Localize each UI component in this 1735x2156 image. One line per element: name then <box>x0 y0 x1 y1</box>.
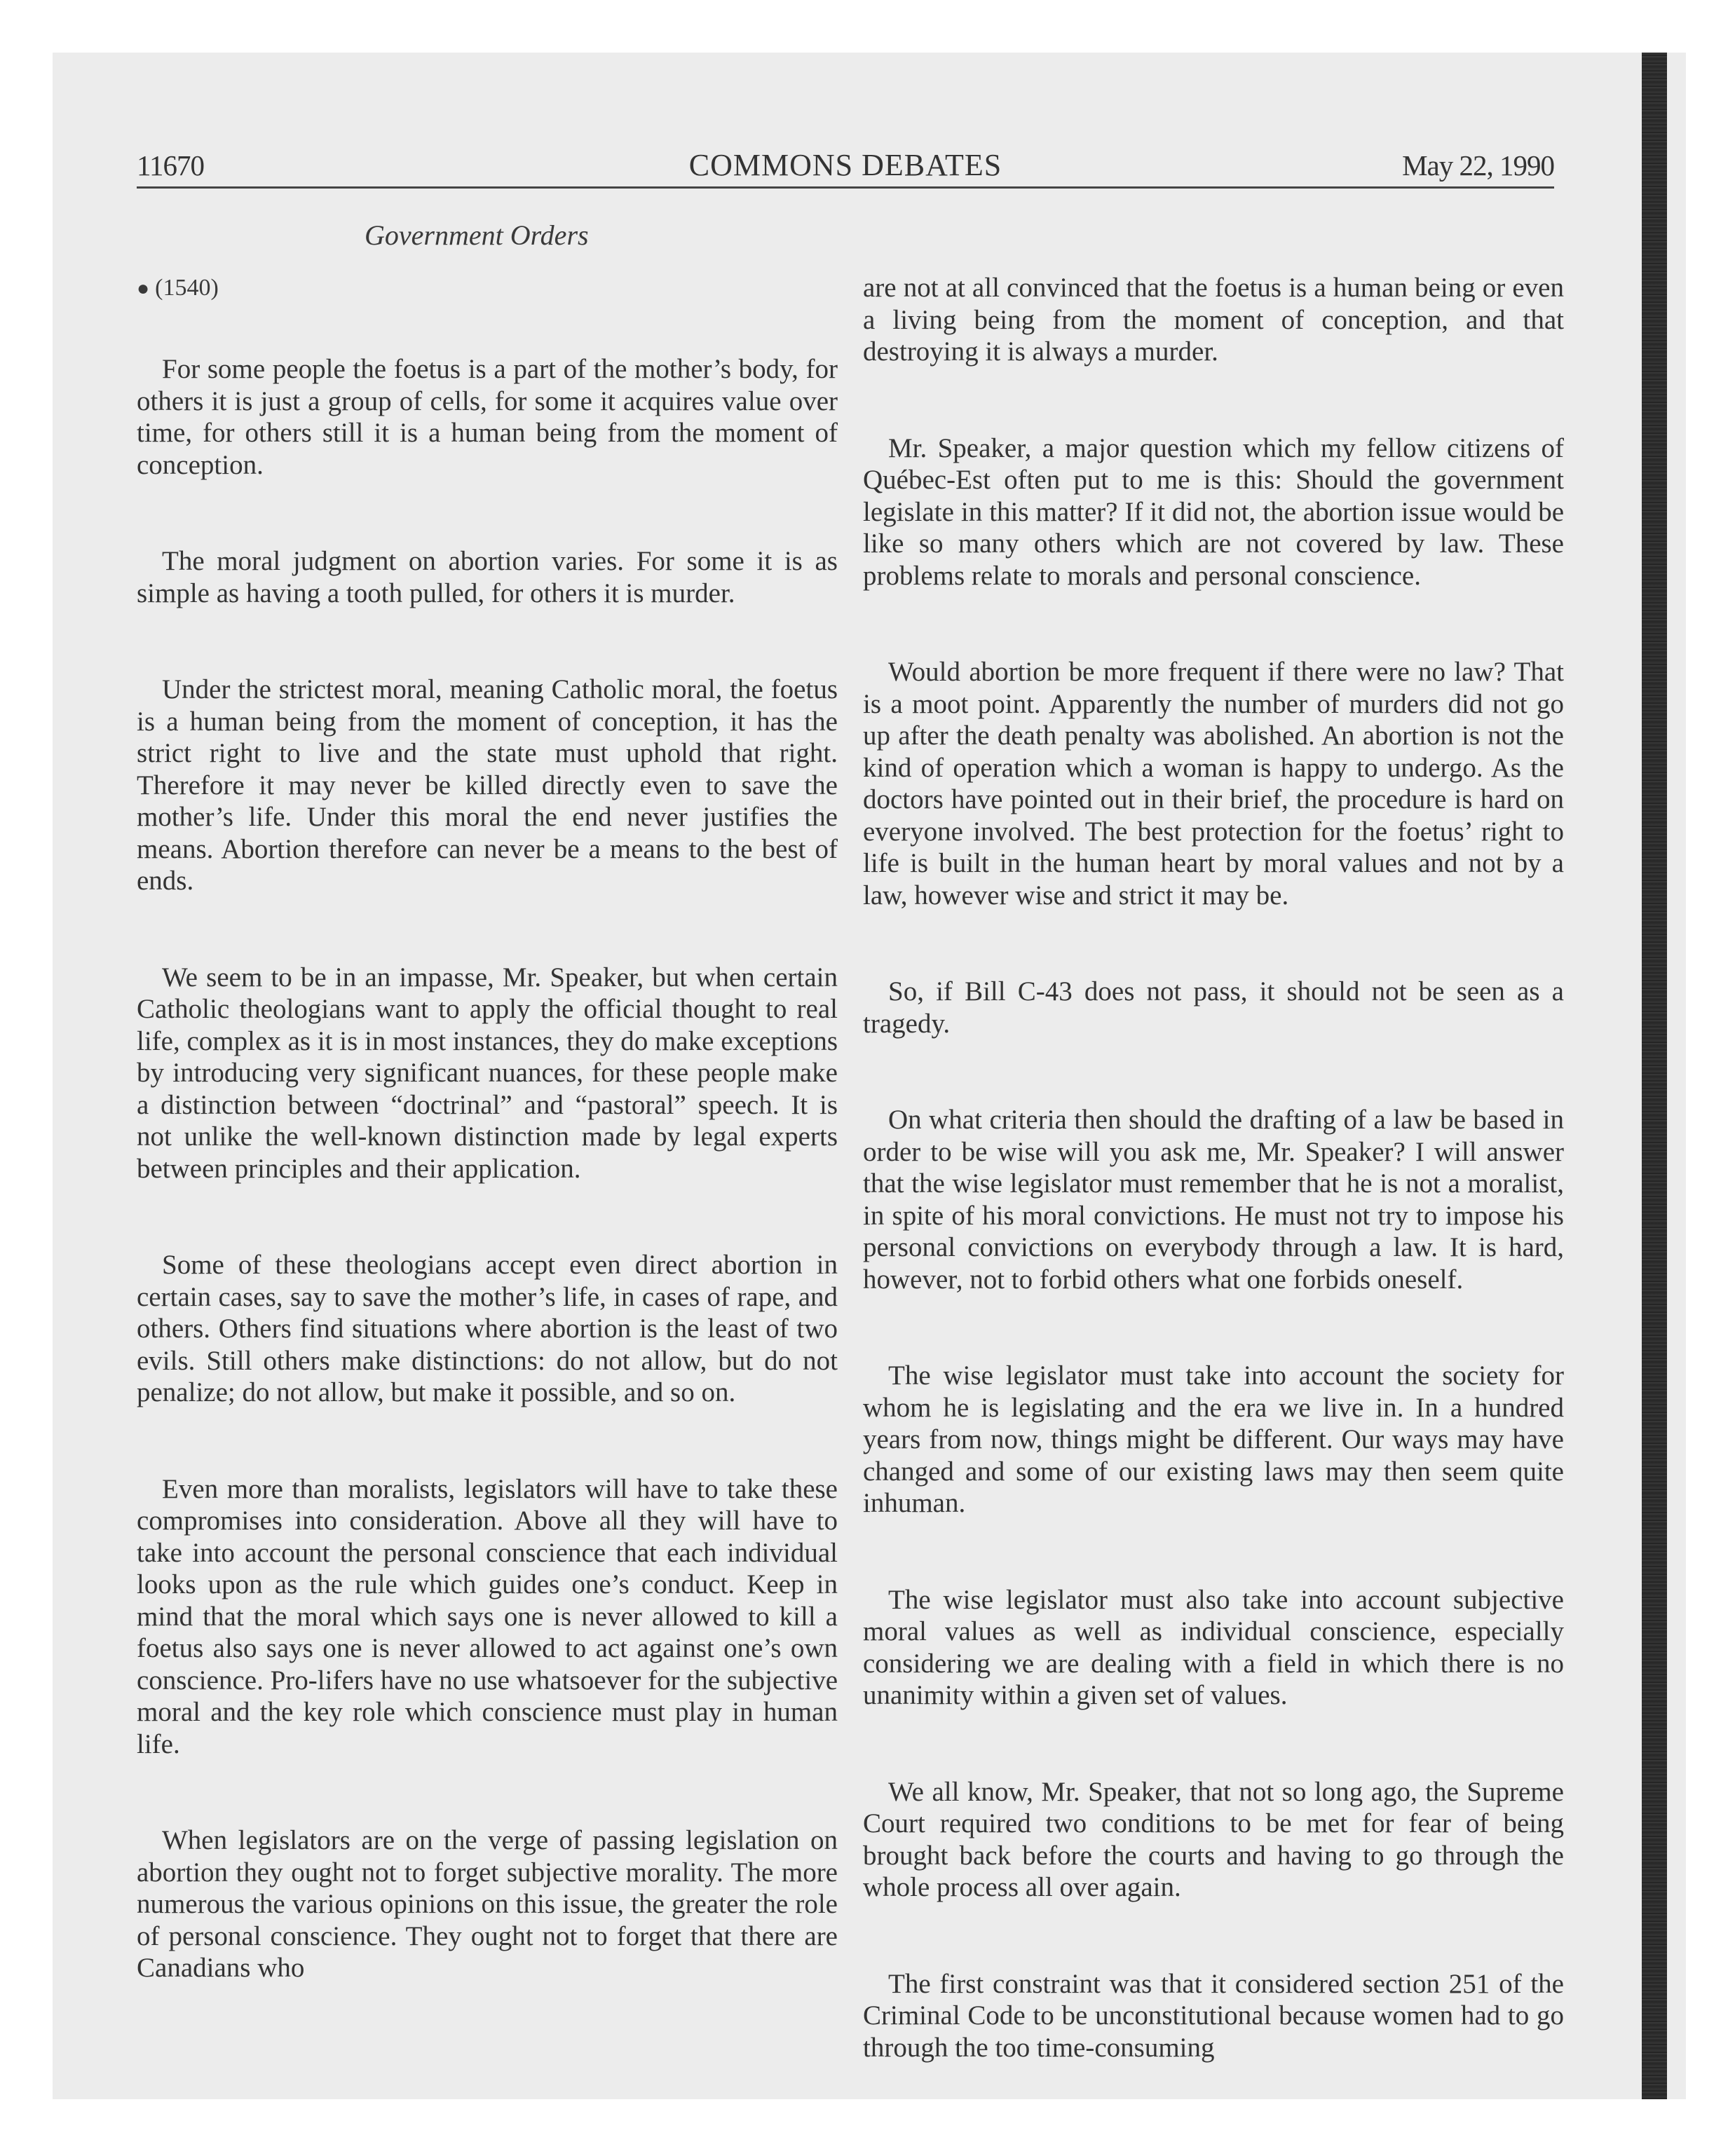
paragraph: Mr. Speaker, a major question which my fellow citizens of Québec-Est often put to me is this: Should the government legislate in this matter? If it did not, the abortion issue would be like so many others which are not covered by law. These problems relate to morals and personal conscience. <box>863 432 1564 591</box>
paragraph: When legislators are on the verge of passing legislation on abortion they ought not to forget subjective morality. The more numerous the various opinions on this issue, the greater the role of personal conscience. They ought not to forget that there are Canadians who <box>137 1825 838 1983</box>
paragraph: The first constraint was that it considered section 251 of the Criminal Code to be unconstitutional because women had to go through the too time-consuming <box>863 1968 1564 2063</box>
right-column <box>863 272 1564 2063</box>
time-marker <box>137 275 219 301</box>
paragraph: The moral judgment on abortion varies. For some it is as simple as having a tooth pulled, for others it is murder. <box>137 546 838 608</box>
paragraph: For some people the foetus is a part of the mother’s body, for others it is just a group of cells, for some it acquires value over time, for others still it is a human being from the moment of conception. <box>137 354 838 480</box>
paragraph: So, if Bill C-43 does not pass, it should not be seen as a tragedy. <box>863 976 1564 1039</box>
paragraph: Even more than moralists, legislators will have to take these compromises into consideration. Above all they will have to take into account the personal conscience that each individual looks upon as the rule which guides one’s conduct. Keep in mind that the moral which says one is never allowed to kill a foetus also says one is never allowed to act against one’s own conscience. Pro-lifers have no use whatsoever for the subjective moral and the key role which conscience must play in human life. <box>137 1473 838 1759</box>
paragraph: The wise legislator must also take into account subjective moral values as well as individual conscience, especially considering we are dealing with a field in which there is no unanimity within a given set of values. <box>863 1584 1564 1710</box>
publication-date: May 22, 1990 <box>1402 149 1554 182</box>
paragraph: Would abortion be more frequent if there were no law? That is a moot point. Apparently the number of murders did not go up after the death penalty was abolished. An abortion is not the kind of operation which a woman is happy to undergo. As the doctors have pointed out in their brief, the procedure is hard on everyone involved. The best protection for the foetus’ right to life is built in the human heart by moral values and not by a law, however wise and strict it may be. <box>863 657 1564 910</box>
section-title: Government Orders <box>365 219 589 251</box>
bullet-icon: ● <box>137 277 150 300</box>
paragraph: The wise legislator must take into account the society for whom he is legislating and the era we live in. In a hundred years from now, things might be different. Our ways may have changed and some of our existing laws may then seem quite inhuman. <box>863 1360 1564 1518</box>
paragraph: We all know, Mr. Speaker, that not so long ago, the Supreme Court required two conditions to be met for fear of being brought back before the courts and having to go through the whole process all over again. <box>863 1776 1564 1902</box>
page-number: 11670 <box>137 149 204 182</box>
page-header <box>137 143 1554 185</box>
time-marker-label: (1540) <box>155 275 219 301</box>
running-title: COMMONS DEBATES <box>688 148 1002 182</box>
binding-edge <box>1642 53 1667 2099</box>
paragraph: We seem to be in an impasse, Mr. Speaker, but when certain Catholic theologians want to apply the official thought to real life, complex as it is in most instances, they do make exceptions by introducing very significant nuances, for these people make a distinction between “doctrinal” and “pastoral” speech. It is not unlike the well-known distinction made by legal experts between principles and their application. <box>137 962 838 1184</box>
paragraph: Some of these theologians accept even direct abortion in certain cases, say to save the mother’s life, in cases of rape, and others. Others find situations where abortion is the least of two evils. Still others make distinctions: do not allow, but do not penalize; do not allow, but make it possible, and so on. <box>137 1250 838 1407</box>
paragraph: On what criteria then should the drafting of a law be based in order to be wise will you ask me, Mr. Speaker? I will answer that the wise legislator must remember that he is not a moralist, in spite of his moral convictions. He must not try to impose his personal convictions on everybody through a law. It is hard, however, not to forbid others what one forbids oneself. <box>863 1105 1564 1295</box>
paragraph-continued: are not at all convinced that the foetus is a human being or even a living being from the moment of conception, and that destroying it is always a murder. <box>863 273 1564 367</box>
header-rule <box>137 186 1554 189</box>
left-column <box>137 353 838 1984</box>
paragraph: Under the strictest moral, meaning Catholic moral, the foetus is a human being from the moment of conception, it has the strict right to live and the state must uphold that right. Therefore it may never be killed directly even to save the mother’s life. Under this moral the end never justifies the means. Abortion therefore can never be a means to the best of ends. <box>137 674 838 896</box>
